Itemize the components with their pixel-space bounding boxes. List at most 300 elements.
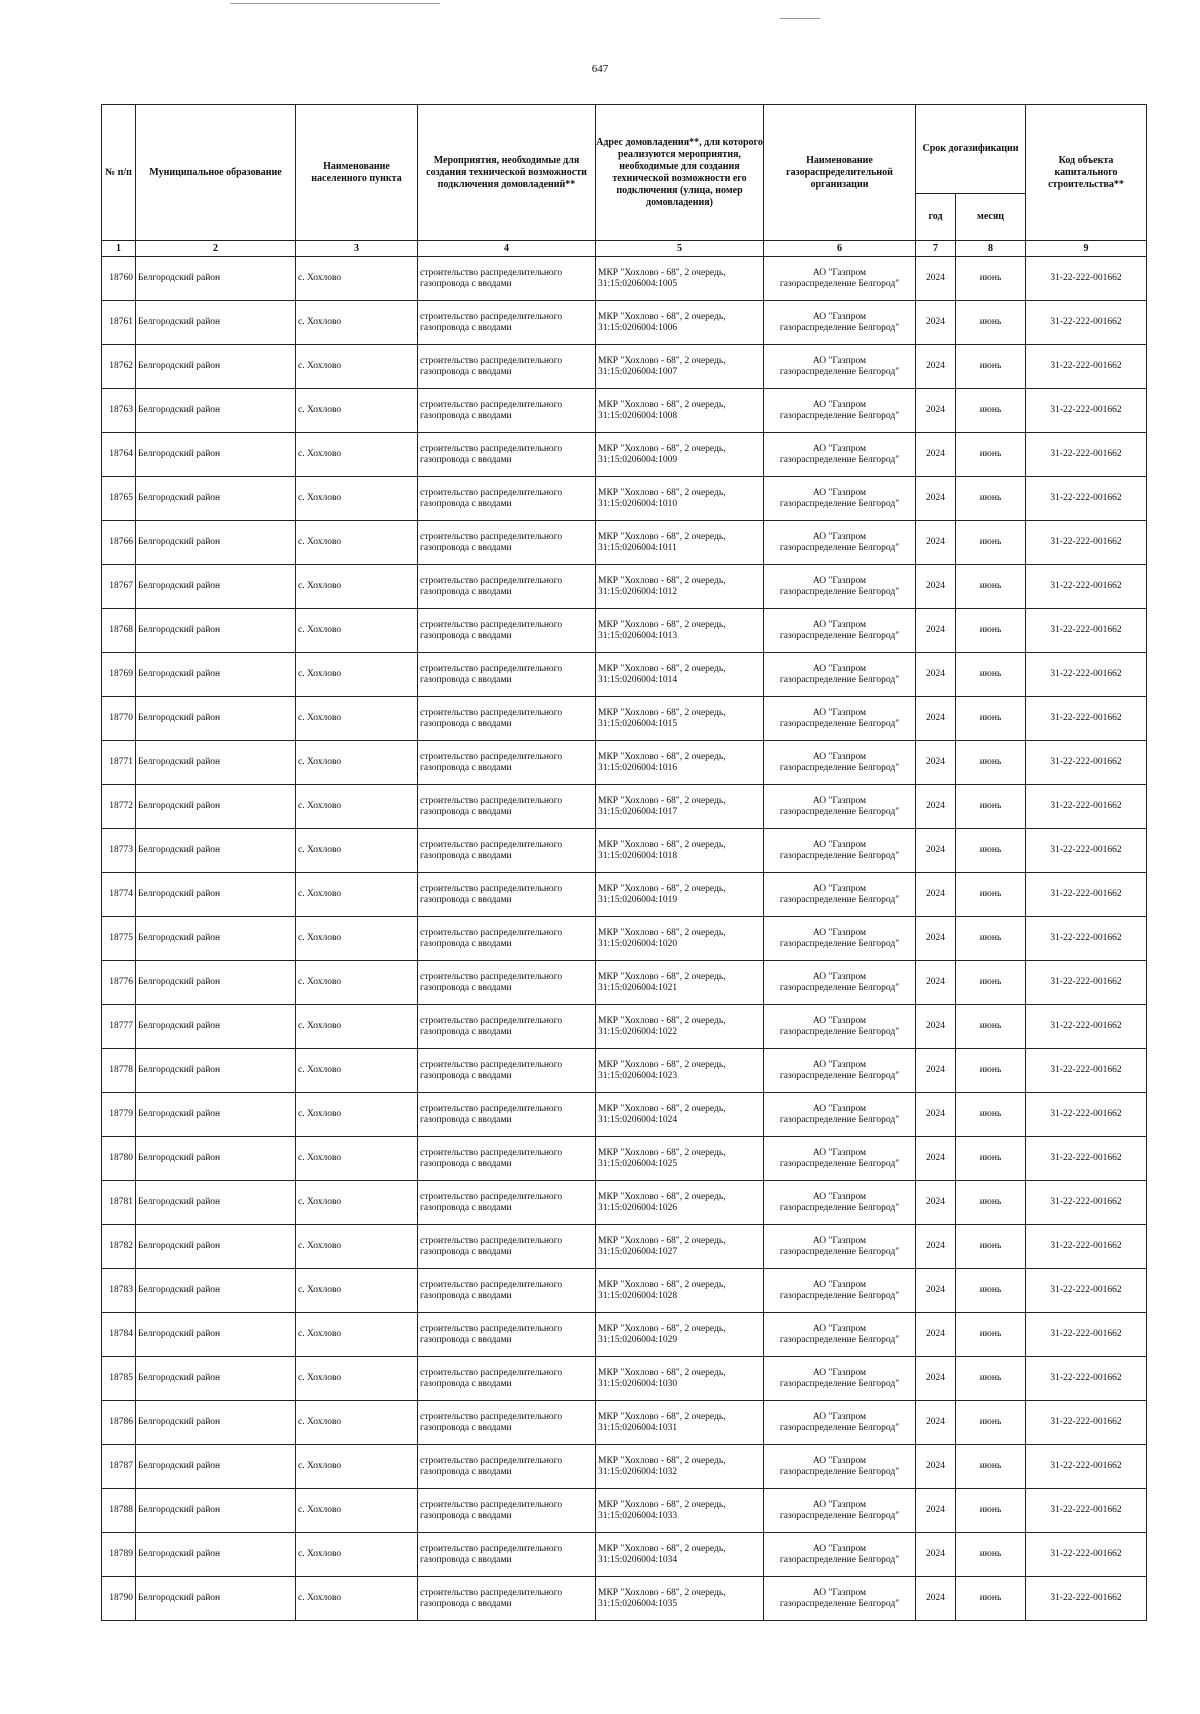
gasification-table — [101, 104, 1147, 1621]
column-number: 2 — [136, 241, 296, 257]
address-cell: МКР "Хохлово - 68", 2 очередь, 31:15:0206004:1006 — [596, 301, 764, 345]
table-row — [102, 1269, 1147, 1313]
row-number: 18780 — [102, 1137, 136, 1181]
month-cell: июнь — [956, 917, 1026, 961]
month-cell: июнь — [956, 389, 1026, 433]
code-cell: 31-22-222-001662 — [1026, 1401, 1147, 1445]
table-row — [102, 1049, 1147, 1093]
year-cell: 2024 — [916, 1533, 956, 1577]
settlement-cell: с. Хохлово — [296, 609, 418, 653]
municipality-cell: Белгородский район — [136, 961, 296, 1005]
code-cell: 31-22-222-001662 — [1026, 961, 1147, 1005]
table-row — [102, 1005, 1147, 1049]
municipality-cell: Белгородский район — [136, 873, 296, 917]
row-number: 18788 — [102, 1489, 136, 1533]
row-number: 18786 — [102, 1401, 136, 1445]
table-row — [102, 741, 1147, 785]
row-number: 18776 — [102, 961, 136, 1005]
code-cell: 31-22-222-001662 — [1026, 433, 1147, 477]
year-cell: 2024 — [916, 917, 956, 961]
activity-cell: строительство распределительного газопровода с вводами — [418, 1225, 596, 1269]
row-number: 18766 — [102, 521, 136, 565]
year-cell: 2024 — [916, 1445, 956, 1489]
settlement-cell: с. Хохлово — [296, 1357, 418, 1401]
table-row — [102, 1357, 1147, 1401]
activity-cell: строительство распределительного газопровода с вводами — [418, 829, 596, 873]
column-number: 6 — [764, 241, 916, 257]
code-cell: 31-22-222-001662 — [1026, 917, 1147, 961]
organization-cell: АО "Газпром газораспределение Белгород" — [764, 257, 916, 301]
code-cell: 31-22-222-001662 — [1026, 1313, 1147, 1357]
month-cell: июнь — [956, 609, 1026, 653]
year-cell: 2024 — [916, 521, 956, 565]
table-row — [102, 477, 1147, 521]
organization-cell: АО "Газпром газораспределение Белгород" — [764, 1577, 916, 1621]
settlement-cell: с. Хохлово — [296, 433, 418, 477]
row-number: 18783 — [102, 1269, 136, 1313]
municipality-cell: Белгородский район — [136, 565, 296, 609]
settlement-cell: с. Хохлово — [296, 565, 418, 609]
month-cell: июнь — [956, 1533, 1026, 1577]
month-cell: июнь — [956, 1313, 1026, 1357]
year-cell: 2024 — [916, 873, 956, 917]
code-cell: 31-22-222-001662 — [1026, 1049, 1147, 1093]
row-number: 18763 — [102, 389, 136, 433]
table-row — [102, 961, 1147, 1005]
header-year: год — [916, 194, 956, 241]
year-cell: 2024 — [916, 785, 956, 829]
year-cell: 2024 — [916, 1049, 956, 1093]
activity-cell: строительство распределительного газопровода с вводами — [418, 301, 596, 345]
activity-cell: строительство распределительного газопровода с вводами — [418, 433, 596, 477]
code-cell: 31-22-222-001662 — [1026, 565, 1147, 609]
organization-cell: АО "Газпром газораспределение Белгород" — [764, 1181, 916, 1225]
column-number: 9 — [1026, 241, 1147, 257]
settlement-cell: с. Хохлово — [296, 301, 418, 345]
settlement-cell: с. Хохлово — [296, 477, 418, 521]
month-cell: июнь — [956, 257, 1026, 301]
table-row — [102, 1401, 1147, 1445]
code-cell: 31-22-222-001662 — [1026, 345, 1147, 389]
activity-cell: строительство распределительного газопровода с вводами — [418, 1533, 596, 1577]
settlement-cell: с. Хохлово — [296, 697, 418, 741]
organization-cell: АО "Газпром газораспределение Белгород" — [764, 1005, 916, 1049]
activity-cell: строительство распределительного газопровода с вводами — [418, 1181, 596, 1225]
year-cell: 2024 — [916, 477, 956, 521]
address-cell: МКР "Хохлово - 68", 2 очередь, 31:15:0206004:1014 — [596, 653, 764, 697]
year-cell: 2024 — [916, 565, 956, 609]
column-number: 4 — [418, 241, 596, 257]
settlement-cell: с. Хохлово — [296, 1005, 418, 1049]
month-cell: июнь — [956, 1049, 1026, 1093]
month-cell: июнь — [956, 1005, 1026, 1049]
address-cell: МКР "Хохлово - 68", 2 очередь, 31:15:0206004:1020 — [596, 917, 764, 961]
row-number: 18779 — [102, 1093, 136, 1137]
settlement-cell: с. Хохлово — [296, 1313, 418, 1357]
code-cell: 31-22-222-001662 — [1026, 829, 1147, 873]
organization-cell: АО "Газпром газораспределение Белгород" — [764, 609, 916, 653]
month-cell: июнь — [956, 433, 1026, 477]
municipality-cell: Белгородский район — [136, 917, 296, 961]
header-month: месяц — [956, 194, 1026, 241]
year-cell: 2024 — [916, 741, 956, 785]
municipality-cell: Белгородский район — [136, 389, 296, 433]
municipality-cell: Белгородский район — [136, 1401, 296, 1445]
code-cell: 31-22-222-001662 — [1026, 521, 1147, 565]
year-cell: 2024 — [916, 1093, 956, 1137]
code-cell: 31-22-222-001662 — [1026, 389, 1147, 433]
address-cell: МКР "Хохлово - 68", 2 очередь, 31:15:0206004:1023 — [596, 1049, 764, 1093]
activity-cell: строительство распределительного газопровода с вводами — [418, 873, 596, 917]
table-row — [102, 1489, 1147, 1533]
year-cell: 2024 — [916, 389, 956, 433]
municipality-cell: Белгородский район — [136, 609, 296, 653]
organization-cell: АО "Газпром газораспределение Белгород" — [764, 741, 916, 785]
column-number: 7 — [916, 241, 956, 257]
activity-cell: строительство распределительного газопровода с вводами — [418, 477, 596, 521]
month-cell: июнь — [956, 653, 1026, 697]
table-row — [102, 1181, 1147, 1225]
address-cell: МКР "Хохлово - 68", 2 очередь, 31:15:0206004:1019 — [596, 873, 764, 917]
address-cell: МКР "Хохлово - 68", 2 очередь, 31:15:0206004:1007 — [596, 345, 764, 389]
settlement-cell: с. Хохлово — [296, 257, 418, 301]
settlement-cell: с. Хохлово — [296, 917, 418, 961]
column-number: 1 — [102, 241, 136, 257]
table-row — [102, 1445, 1147, 1489]
code-cell: 31-22-222-001662 — [1026, 785, 1147, 829]
code-cell: 31-22-222-001662 — [1026, 1093, 1147, 1137]
code-cell: 31-22-222-001662 — [1026, 609, 1147, 653]
year-cell: 2024 — [916, 961, 956, 1005]
month-cell: июнь — [956, 1225, 1026, 1269]
municipality-cell: Белгородский район — [136, 1225, 296, 1269]
activity-cell: строительство распределительного газопровода с вводами — [418, 565, 596, 609]
activity-cell: строительство распределительного газопровода с вводами — [418, 917, 596, 961]
code-cell: 31-22-222-001662 — [1026, 1577, 1147, 1621]
organization-cell: АО "Газпром газораспределение Белгород" — [764, 917, 916, 961]
code-cell: 31-22-222-001662 — [1026, 873, 1147, 917]
month-cell: июнь — [956, 1401, 1026, 1445]
settlement-cell: с. Хохлово — [296, 1225, 418, 1269]
activity-cell: строительство распределительного газопровода с вводами — [418, 609, 596, 653]
organization-cell: АО "Газпром газораспределение Белгород" — [764, 1357, 916, 1401]
month-cell: июнь — [956, 1137, 1026, 1181]
municipality-cell: Белгородский район — [136, 1313, 296, 1357]
organization-cell: АО "Газпром газораспределение Белгород" — [764, 653, 916, 697]
municipality-cell: Белгородский район — [136, 1577, 296, 1621]
year-cell: 2024 — [916, 433, 956, 477]
settlement-cell: с. Хохлово — [296, 785, 418, 829]
code-cell: 31-22-222-001662 — [1026, 1533, 1147, 1577]
organization-cell: АО "Газпром газораспределение Белгород" — [764, 433, 916, 477]
row-number: 18771 — [102, 741, 136, 785]
row-number: 18768 — [102, 609, 136, 653]
table-row — [102, 917, 1147, 961]
row-number: 18782 — [102, 1225, 136, 1269]
municipality-cell: Белгородский район — [136, 1489, 296, 1533]
municipality-cell: Белгородский район — [136, 433, 296, 477]
municipality-cell: Белгородский район — [136, 521, 296, 565]
address-cell: МКР "Хохлово - 68", 2 очередь, 31:15:0206004:1009 — [596, 433, 764, 477]
header-term: Срок догазификации — [916, 105, 1026, 194]
settlement-cell: с. Хохлово — [296, 1049, 418, 1093]
row-number: 18769 — [102, 653, 136, 697]
municipality-cell: Белгородский район — [136, 1181, 296, 1225]
settlement-cell: с. Хохлово — [296, 1401, 418, 1445]
municipality-cell: Белгородский район — [136, 1005, 296, 1049]
row-number: 18762 — [102, 345, 136, 389]
municipality-cell: Белгородский район — [136, 1357, 296, 1401]
settlement-cell: с. Хохлово — [296, 1181, 418, 1225]
activity-cell: строительство распределительного газопровода с вводами — [418, 389, 596, 433]
municipality-cell: Белгородский район — [136, 1533, 296, 1577]
row-number: 18767 — [102, 565, 136, 609]
municipality-cell: Белгородский район — [136, 477, 296, 521]
table-row — [102, 697, 1147, 741]
column-number: 8 — [956, 241, 1026, 257]
settlement-cell: с. Хохлово — [296, 1445, 418, 1489]
table-row — [102, 653, 1147, 697]
table-row — [102, 609, 1147, 653]
year-cell: 2024 — [916, 1489, 956, 1533]
settlement-cell: с. Хохлово — [296, 873, 418, 917]
address-cell: МКР "Хохлово - 68", 2 очередь, 31:15:0206004:1010 — [596, 477, 764, 521]
code-cell: 31-22-222-001662 — [1026, 1181, 1147, 1225]
month-cell: июнь — [956, 1181, 1026, 1225]
organization-cell: АО "Газпром газораспределение Белгород" — [764, 1093, 916, 1137]
activity-cell: строительство распределительного газопровода с вводами — [418, 1269, 596, 1313]
scan-artifact-top — [230, 3, 440, 4]
month-cell: июнь — [956, 829, 1026, 873]
activity-cell: строительство распределительного газопровода с вводами — [418, 697, 596, 741]
settlement-cell: с. Хохлово — [296, 1093, 418, 1137]
address-cell: МКР "Хохлово - 68", 2 очередь, 31:15:0206004:1005 — [596, 257, 764, 301]
code-cell: 31-22-222-001662 — [1026, 1357, 1147, 1401]
organization-cell: АО "Газпром газораспределение Белгород" — [764, 1269, 916, 1313]
address-cell: МКР "Хохлово - 68", 2 очередь, 31:15:0206004:1025 — [596, 1137, 764, 1181]
code-cell: 31-22-222-001662 — [1026, 741, 1147, 785]
organization-cell: АО "Газпром газораспределение Белгород" — [764, 785, 916, 829]
month-cell: июнь — [956, 741, 1026, 785]
municipality-cell: Белгородский район — [136, 1445, 296, 1489]
municipality-cell: Белгородский район — [136, 741, 296, 785]
organization-cell: АО "Газпром газораспределение Белгород" — [764, 521, 916, 565]
row-number: 18760 — [102, 257, 136, 301]
row-number: 18764 — [102, 433, 136, 477]
organization-cell: АО "Газпром газораспределение Белгород" — [764, 1489, 916, 1533]
code-cell: 31-22-222-001662 — [1026, 1489, 1147, 1533]
year-cell: 2024 — [916, 1181, 956, 1225]
column-number: 5 — [596, 241, 764, 257]
row-number: 18784 — [102, 1313, 136, 1357]
year-cell: 2024 — [916, 1137, 956, 1181]
month-cell: июнь — [956, 521, 1026, 565]
row-number: 18761 — [102, 301, 136, 345]
municipality-cell: Белгородский район — [136, 1269, 296, 1313]
code-cell: 31-22-222-001662 — [1026, 1005, 1147, 1049]
table-row — [102, 565, 1147, 609]
row-number: 18789 — [102, 1533, 136, 1577]
settlement-cell: с. Хохлово — [296, 741, 418, 785]
header-num: № п/п — [102, 105, 136, 241]
header-organization: Наименование газораспределительной организации — [764, 105, 916, 241]
activity-cell: строительство распределительного газопровода с вводами — [418, 653, 596, 697]
municipality-cell: Белгородский район — [136, 829, 296, 873]
municipality-cell: Белгородский район — [136, 1137, 296, 1181]
row-number: 18777 — [102, 1005, 136, 1049]
column-number: 3 — [296, 241, 418, 257]
activity-cell: строительство распределительного газопровода с вводами — [418, 1049, 596, 1093]
activity-cell: строительство распределительного газопровода с вводами — [418, 1401, 596, 1445]
year-cell: 2024 — [916, 697, 956, 741]
code-cell: 31-22-222-001662 — [1026, 1225, 1147, 1269]
year-cell: 2024 — [916, 1269, 956, 1313]
code-cell: 31-22-222-001662 — [1026, 653, 1147, 697]
organization-cell: АО "Газпром газораспределение Белгород" — [764, 389, 916, 433]
row-number: 18778 — [102, 1049, 136, 1093]
activity-cell: строительство распределительного газопровода с вводами — [418, 521, 596, 565]
code-cell: 31-22-222-001662 — [1026, 697, 1147, 741]
settlement-cell: с. Хохлово — [296, 1533, 418, 1577]
month-cell: июнь — [956, 477, 1026, 521]
settlement-cell: с. Хохлово — [296, 389, 418, 433]
address-cell: МКР "Хохлово - 68", 2 очередь, 31:15:0206004:1018 — [596, 829, 764, 873]
organization-cell: АО "Газпром газораспределение Белгород" — [764, 1049, 916, 1093]
municipality-cell: Белгородский район — [136, 1049, 296, 1093]
organization-cell: АО "Газпром газораспределение Белгород" — [764, 829, 916, 873]
address-cell: МКР "Хохлово - 68", 2 очередь, 31:15:0206004:1035 — [596, 1577, 764, 1621]
municipality-cell: Белгородский район — [136, 345, 296, 389]
organization-cell: АО "Газпром газораспределение Белгород" — [764, 697, 916, 741]
organization-cell: АО "Газпром газораспределение Белгород" — [764, 1401, 916, 1445]
code-cell: 31-22-222-001662 — [1026, 1269, 1147, 1313]
month-cell: июнь — [956, 873, 1026, 917]
activity-cell: строительство распределительного газопровода с вводами — [418, 1445, 596, 1489]
month-cell: июнь — [956, 785, 1026, 829]
organization-cell: АО "Газпром газораспределение Белгород" — [764, 1137, 916, 1181]
month-cell: июнь — [956, 345, 1026, 389]
month-cell: июнь — [956, 1093, 1026, 1137]
settlement-cell: с. Хохлово — [296, 653, 418, 697]
header-activities: Мероприятия, необходимые для создания технической возможности подключения домовладений** — [418, 105, 596, 241]
organization-cell: АО "Газпром газораспределение Белгород" — [764, 1445, 916, 1489]
organization-cell: АО "Газпром газораспределение Белгород" — [764, 1225, 916, 1269]
organization-cell: АО "Газпром газораспределение Белгород" — [764, 301, 916, 345]
municipality-cell: Белгородский район — [136, 301, 296, 345]
table-row — [102, 389, 1147, 433]
activity-cell: строительство распределительного газопровода с вводами — [418, 1357, 596, 1401]
month-cell: июнь — [956, 301, 1026, 345]
address-cell: МКР "Хохлово - 68", 2 очередь, 31:15:0206004:1026 — [596, 1181, 764, 1225]
table-row — [102, 1577, 1147, 1621]
year-cell: 2024 — [916, 301, 956, 345]
table-row — [102, 785, 1147, 829]
activity-cell: строительство распределительного газопровода с вводами — [418, 1489, 596, 1533]
municipality-cell: Белгородский район — [136, 1093, 296, 1137]
year-cell: 2024 — [916, 1225, 956, 1269]
row-number: 18775 — [102, 917, 136, 961]
address-cell: МКР "Хохлово - 68", 2 очередь, 31:15:0206004:1030 — [596, 1357, 764, 1401]
municipality-cell: Белгородский район — [136, 257, 296, 301]
address-cell: МКР "Хохлово - 68", 2 очередь, 31:15:0206004:1008 — [596, 389, 764, 433]
scan-artifact-top-right — [780, 18, 820, 19]
month-cell: июнь — [956, 1577, 1026, 1621]
address-cell: МКР "Хохлово - 68", 2 очередь, 31:15:0206004:1028 — [596, 1269, 764, 1313]
organization-cell: АО "Газпром газораспределение Белгород" — [764, 1313, 916, 1357]
table-row — [102, 301, 1147, 345]
table-header — [102, 105, 1147, 257]
address-cell: МКР "Хохлово - 68", 2 очередь, 31:15:0206004:1029 — [596, 1313, 764, 1357]
municipality-cell: Белгородский район — [136, 697, 296, 741]
activity-cell: строительство распределительного газопровода с вводами — [418, 1577, 596, 1621]
month-cell: июнь — [956, 697, 1026, 741]
year-cell: 2024 — [916, 1005, 956, 1049]
activity-cell: строительство распределительного газопровода с вводами — [418, 1093, 596, 1137]
address-cell: МКР "Хохлово - 68", 2 очередь, 31:15:0206004:1027 — [596, 1225, 764, 1269]
header-code: Код объекта капитального строительства** — [1026, 105, 1147, 241]
month-cell: июнь — [956, 1357, 1026, 1401]
row-number: 18773 — [102, 829, 136, 873]
header-address: Адрес домовладения**, для которого реализуются мероприятия, необходимые для создания технической возможности его подключения (улица, номер домовладения) — [596, 105, 764, 241]
row-number: 18781 — [102, 1181, 136, 1225]
table-row — [102, 873, 1147, 917]
activity-cell: строительство распределительного газопровода с вводами — [418, 1313, 596, 1357]
header-settlement: Наименование населенного пункта — [296, 105, 418, 241]
month-cell: июнь — [956, 961, 1026, 1005]
activity-cell: строительство распределительного газопровода с вводами — [418, 1137, 596, 1181]
address-cell: МКР "Хохлово - 68", 2 очередь, 31:15:0206004:1012 — [596, 565, 764, 609]
year-cell: 2024 — [916, 1357, 956, 1401]
year-cell: 2024 — [916, 345, 956, 389]
year-cell: 2024 — [916, 1313, 956, 1357]
organization-cell: АО "Газпром газораспределение Белгород" — [764, 1533, 916, 1577]
year-cell: 2024 — [916, 257, 956, 301]
activity-cell: строительство распределительного газопровода с вводами — [418, 1005, 596, 1049]
month-cell: июнь — [956, 1269, 1026, 1313]
code-cell: 31-22-222-001662 — [1026, 257, 1147, 301]
address-cell: МКР "Хохлово - 68", 2 очередь, 31:15:0206004:1021 — [596, 961, 764, 1005]
organization-cell: АО "Газпром газораспределение Белгород" — [764, 873, 916, 917]
address-cell: МКР "Хохлово - 68", 2 очередь, 31:15:0206004:1031 — [596, 1401, 764, 1445]
code-cell: 31-22-222-001662 — [1026, 1445, 1147, 1489]
address-cell: МКР "Хохлово - 68", 2 очередь, 31:15:0206004:1017 — [596, 785, 764, 829]
activity-cell: строительство распределительного газопровода с вводами — [418, 961, 596, 1005]
table-row — [102, 1093, 1147, 1137]
activity-cell: строительство распределительного газопровода с вводами — [418, 785, 596, 829]
year-cell: 2024 — [916, 653, 956, 697]
month-cell: июнь — [956, 1445, 1026, 1489]
settlement-cell: с. Хохлово — [296, 1269, 418, 1313]
address-cell: МКР "Хохлово - 68", 2 очередь, 31:15:0206004:1016 — [596, 741, 764, 785]
address-cell: МКР "Хохлово - 68", 2 очередь, 31:15:0206004:1034 — [596, 1533, 764, 1577]
address-cell: МКР "Хохлово - 68", 2 очередь, 31:15:0206004:1022 — [596, 1005, 764, 1049]
code-cell: 31-22-222-001662 — [1026, 477, 1147, 521]
activity-cell: строительство распределительного газопровода с вводами — [418, 345, 596, 389]
row-number: 18774 — [102, 873, 136, 917]
address-cell: МКР "Хохлово - 68", 2 очередь, 31:15:0206004:1015 — [596, 697, 764, 741]
table-row — [102, 829, 1147, 873]
table-row — [102, 345, 1147, 389]
row-number: 18772 — [102, 785, 136, 829]
table-row — [102, 1313, 1147, 1357]
activity-cell: строительство распределительного газопровода с вводами — [418, 741, 596, 785]
address-cell: МКР "Хохлово - 68", 2 очередь, 31:15:0206004:1024 — [596, 1093, 764, 1137]
settlement-cell: с. Хохлово — [296, 1489, 418, 1533]
row-number: 18785 — [102, 1357, 136, 1401]
address-cell: МКР "Хохлово - 68", 2 очередь, 31:15:0206004:1033 — [596, 1489, 764, 1533]
page-number: 647 — [591, 63, 609, 75]
organization-cell: АО "Газпром газораспределение Белгород" — [764, 477, 916, 521]
